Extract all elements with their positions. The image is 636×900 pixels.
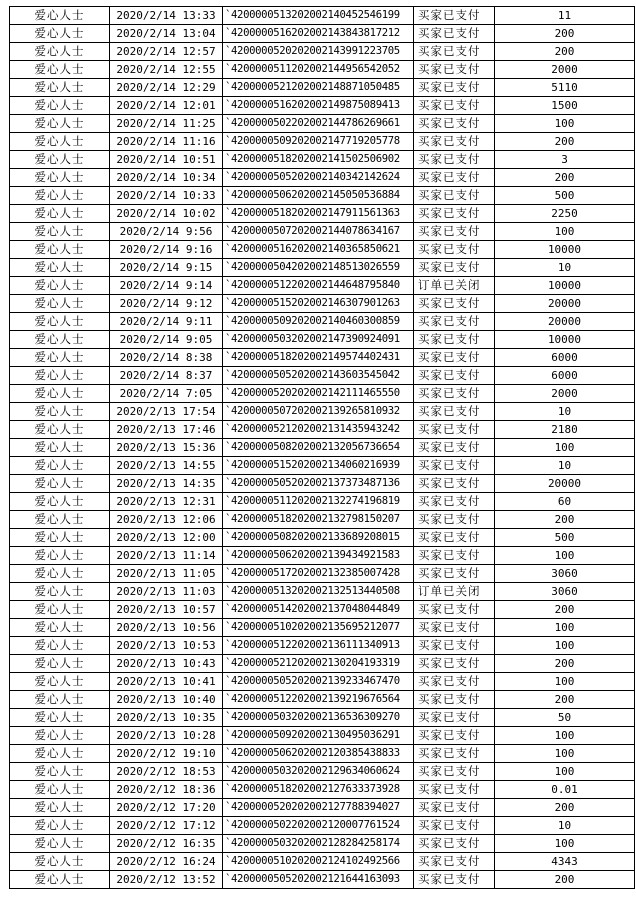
- payment-time-cell: 2020/2/14 11:16: [110, 133, 223, 151]
- order-number-cell: `4200000521202002130204193319: [223, 655, 414, 673]
- order-number-cell: `4200000520202002127788394027: [223, 799, 414, 817]
- order-number-cell: `4200000516202002149875089413: [223, 97, 414, 115]
- payment-time-cell: 2020/2/13 10:57: [110, 601, 223, 619]
- order-number-cell: `4200000507202002144078634167: [223, 223, 414, 241]
- order-number-cell: `4200000516202002143843817212: [223, 25, 414, 43]
- donor-name-cell: 爱心人士: [10, 61, 110, 79]
- payment-time-cell: 2020/2/14 8:38: [110, 349, 223, 367]
- payment-time-cell: 2020/2/13 10:41: [110, 673, 223, 691]
- amount-cell: 100: [495, 763, 635, 781]
- amount-cell: 100: [495, 115, 635, 133]
- table-row: [10, 43, 635, 61]
- payment-status-cell: 买家已支付: [414, 259, 495, 277]
- payment-time-cell: 2020/2/13 14:55: [110, 457, 223, 475]
- table-row: [10, 295, 635, 313]
- order-number-cell: `4200000516202002140365850621: [223, 241, 414, 259]
- order-number-cell: `4200000512202002144648795840: [223, 277, 414, 295]
- payment-time-cell: 2020/2/14 12:01: [110, 97, 223, 115]
- payment-time-cell: 2020/2/14 8:37: [110, 367, 223, 385]
- payment-time-cell: 2020/2/14 10:33: [110, 187, 223, 205]
- donor-name-cell: 爱心人士: [10, 691, 110, 709]
- payment-time-cell: 2020/2/14 12:29: [110, 79, 223, 97]
- payment-time-cell: 2020/2/14 9:11: [110, 313, 223, 331]
- donor-name-cell: 爱心人士: [10, 313, 110, 331]
- table-row: [10, 169, 635, 187]
- donor-name-cell: 爱心人士: [10, 223, 110, 241]
- table-row: [10, 385, 635, 403]
- donor-name-cell: 爱心人士: [10, 169, 110, 187]
- order-number-cell: `4200000503202002128284258174: [223, 835, 414, 853]
- order-number-cell: `4200000514202002137048044849: [223, 601, 414, 619]
- payment-status-cell: 买家已支付: [414, 43, 495, 61]
- payment-time-cell: 2020/2/13 17:46: [110, 421, 223, 439]
- order-number-cell: `4200000503202002147390924091: [223, 331, 414, 349]
- table-row: [10, 331, 635, 349]
- table-row: [10, 259, 635, 277]
- payment-time-cell: 2020/2/13 17:54: [110, 403, 223, 421]
- amount-cell: 3060: [495, 565, 635, 583]
- payment-time-cell: 2020/2/13 10:40: [110, 691, 223, 709]
- order-number-cell: `4200000515202002146307901263: [223, 295, 414, 313]
- payment-status-cell: 买家已支付: [414, 709, 495, 727]
- payment-time-cell: 2020/2/14 9:56: [110, 223, 223, 241]
- amount-cell: 100: [495, 223, 635, 241]
- payment-time-cell: 2020/2/12 16:24: [110, 853, 223, 871]
- order-number-cell: `4200000510202002124102492566: [223, 853, 414, 871]
- order-number-cell: `4200000512202002139219676564: [223, 691, 414, 709]
- donor-name-cell: 爱心人士: [10, 439, 110, 457]
- table-row: [10, 583, 635, 601]
- order-number-cell: `4200000509202002130495036291: [223, 727, 414, 745]
- table-row: [10, 745, 635, 763]
- table-row: [10, 619, 635, 637]
- payment-status-cell: 买家已支付: [414, 385, 495, 403]
- amount-cell: 200: [495, 799, 635, 817]
- payment-time-cell: 2020/2/14 12:55: [110, 61, 223, 79]
- payment-status-cell: 买家已支付: [414, 439, 495, 457]
- amount-cell: 2180: [495, 421, 635, 439]
- donor-name-cell: 爱心人士: [10, 781, 110, 799]
- donor-name-cell: 爱心人士: [10, 727, 110, 745]
- order-number-cell: `4200000503202002129634060624: [223, 763, 414, 781]
- amount-cell: 200: [495, 169, 635, 187]
- payment-status-cell: 买家已支付: [414, 61, 495, 79]
- table-row: [10, 313, 635, 331]
- donor-name-cell: 爱心人士: [10, 367, 110, 385]
- order-number-cell: `4200000515202002134060216939: [223, 457, 414, 475]
- payment-status-cell: 买家已支付: [414, 799, 495, 817]
- table-row: [10, 601, 635, 619]
- payment-status-cell: 买家已支付: [414, 547, 495, 565]
- order-number-cell: `4200000517202002132385007428: [223, 565, 414, 583]
- donor-name-cell: 爱心人士: [10, 547, 110, 565]
- payment-time-cell: 2020/2/14 9:05: [110, 331, 223, 349]
- amount-cell: 4343: [495, 853, 635, 871]
- amount-cell: 0.01: [495, 781, 635, 799]
- amount-cell: 200: [495, 655, 635, 673]
- payment-status-cell: 买家已支付: [414, 745, 495, 763]
- table-row: [10, 475, 635, 493]
- order-number-cell: `4200000503202002136536309270: [223, 709, 414, 727]
- payment-status-cell: 买家已支付: [414, 313, 495, 331]
- amount-cell: 10000: [495, 331, 635, 349]
- table-row: [10, 61, 635, 79]
- table-row: [10, 691, 635, 709]
- order-number-cell: `4200000518202002147911561363: [223, 205, 414, 223]
- payment-time-cell: 2020/2/14 10:51: [110, 151, 223, 169]
- amount-cell: 200: [495, 43, 635, 61]
- payment-status-cell: 买家已支付: [414, 763, 495, 781]
- payment-status-cell: 买家已支付: [414, 205, 495, 223]
- amount-cell: 200: [495, 871, 635, 889]
- table-row: [10, 115, 635, 133]
- order-number-cell: `4200000506202002139434921583: [223, 547, 414, 565]
- donor-name-cell: 爱心人士: [10, 7, 110, 25]
- amount-cell: 100: [495, 673, 635, 691]
- order-number-cell: `4200000507202002139265810932: [223, 403, 414, 421]
- table-row: [10, 817, 635, 835]
- table-row: [10, 367, 635, 385]
- payment-status-cell: 买家已支付: [414, 619, 495, 637]
- amount-cell: 100: [495, 835, 635, 853]
- donor-name-cell: 爱心人士: [10, 403, 110, 421]
- payment-status-cell: 买家已支付: [414, 421, 495, 439]
- amount-cell: 10: [495, 817, 635, 835]
- payment-status-cell: 买家已支付: [414, 7, 495, 25]
- payment-time-cell: 2020/2/14 12:57: [110, 43, 223, 61]
- payment-time-cell: 2020/2/12 17:12: [110, 817, 223, 835]
- payment-time-cell: 2020/2/13 11:03: [110, 583, 223, 601]
- payment-time-cell: 2020/2/12 19:10: [110, 745, 223, 763]
- payment-time-cell: 2020/2/12 18:53: [110, 763, 223, 781]
- payment-time-cell: 2020/2/13 15:36: [110, 439, 223, 457]
- payment-status-cell: 买家已支付: [414, 79, 495, 97]
- donation-table-body: [10, 7, 635, 889]
- donor-name-cell: 爱心人士: [10, 133, 110, 151]
- payment-status-cell: 买家已支付: [414, 403, 495, 421]
- amount-cell: 1500: [495, 97, 635, 115]
- payment-time-cell: 2020/2/13 10:56: [110, 619, 223, 637]
- table-row: [10, 655, 635, 673]
- table-row: [10, 133, 635, 151]
- donor-name-cell: 爱心人士: [10, 25, 110, 43]
- payment-status-cell: 买家已支付: [414, 331, 495, 349]
- order-number-cell: `4200000508202002132056736654: [223, 439, 414, 457]
- payment-time-cell: 2020/2/14 10:34: [110, 169, 223, 187]
- donor-name-cell: 爱心人士: [10, 79, 110, 97]
- payment-status-cell: 买家已支付: [414, 637, 495, 655]
- table-row: [10, 547, 635, 565]
- payment-status-cell: 订单已关闭: [414, 583, 495, 601]
- order-number-cell: `4200000506202002145050536884: [223, 187, 414, 205]
- table-row: [10, 565, 635, 583]
- donor-name-cell: 爱心人士: [10, 421, 110, 439]
- table-row: [10, 511, 635, 529]
- order-number-cell: `4200000520202002142111465550: [223, 385, 414, 403]
- payment-time-cell: 2020/2/12 18:36: [110, 781, 223, 799]
- payment-time-cell: 2020/2/13 10:35: [110, 709, 223, 727]
- donor-name-cell: 爱心人士: [10, 259, 110, 277]
- table-row: [10, 763, 635, 781]
- amount-cell: 6000: [495, 367, 635, 385]
- donor-name-cell: 爱心人士: [10, 745, 110, 763]
- payment-status-cell: 买家已支付: [414, 349, 495, 367]
- payment-time-cell: 2020/2/12 17:20: [110, 799, 223, 817]
- payment-status-cell: 买家已支付: [414, 781, 495, 799]
- amount-cell: 500: [495, 529, 635, 547]
- order-number-cell: `4200000518202002127633373928: [223, 781, 414, 799]
- amount-cell: 500: [495, 187, 635, 205]
- donor-name-cell: 爱心人士: [10, 565, 110, 583]
- payment-status-cell: 买家已支付: [414, 493, 495, 511]
- payment-status-cell: 买家已支付: [414, 565, 495, 583]
- payment-status-cell: 买家已支付: [414, 169, 495, 187]
- table-row: [10, 79, 635, 97]
- amount-cell: 200: [495, 133, 635, 151]
- payment-time-cell: 2020/2/13 12:06: [110, 511, 223, 529]
- payment-status-cell: 买家已支付: [414, 817, 495, 835]
- amount-cell: 100: [495, 727, 635, 745]
- order-number-cell: `4200000510202002135695212077: [223, 619, 414, 637]
- donor-name-cell: 爱心人士: [10, 709, 110, 727]
- donor-name-cell: 爱心人士: [10, 871, 110, 889]
- order-number-cell: `4200000505202002121644163093: [223, 871, 414, 889]
- table-row: [10, 853, 635, 871]
- donor-name-cell: 爱心人士: [10, 853, 110, 871]
- order-number-cell: `4200000505202002137373487136: [223, 475, 414, 493]
- table-row: [10, 25, 635, 43]
- donor-name-cell: 爱心人士: [10, 349, 110, 367]
- payment-time-cell: 2020/2/12 16:35: [110, 835, 223, 853]
- table-row: [10, 727, 635, 745]
- amount-cell: 11: [495, 7, 635, 25]
- donor-name-cell: 爱心人士: [10, 43, 110, 61]
- donor-name-cell: 爱心人士: [10, 205, 110, 223]
- payment-time-cell: 2020/2/13 10:28: [110, 727, 223, 745]
- table-row: [10, 421, 635, 439]
- donor-name-cell: 爱心人士: [10, 529, 110, 547]
- payment-status-cell: 买家已支付: [414, 25, 495, 43]
- donor-name-cell: 爱心人士: [10, 619, 110, 637]
- amount-cell: 10000: [495, 277, 635, 295]
- payment-time-cell: 2020/2/14 9:15: [110, 259, 223, 277]
- table-row: [10, 709, 635, 727]
- donor-name-cell: 爱心人士: [10, 763, 110, 781]
- payment-status-cell: 买家已支付: [414, 727, 495, 745]
- donor-name-cell: 爱心人士: [10, 241, 110, 259]
- donor-name-cell: 爱心人士: [10, 673, 110, 691]
- table-row: [10, 403, 635, 421]
- amount-cell: 100: [495, 637, 635, 655]
- order-number-cell: `4200000502202002144786269661: [223, 115, 414, 133]
- payment-time-cell: 2020/2/14 11:25: [110, 115, 223, 133]
- payment-status-cell: 买家已支付: [414, 295, 495, 313]
- donor-name-cell: 爱心人士: [10, 331, 110, 349]
- amount-cell: 3060: [495, 583, 635, 601]
- order-number-cell: `4200000513202002140452546199: [223, 7, 414, 25]
- donation-records-sheet: [9, 6, 635, 889]
- donor-name-cell: 爱心人士: [10, 493, 110, 511]
- amount-cell: 10000: [495, 241, 635, 259]
- payment-time-cell: 2020/2/13 11:14: [110, 547, 223, 565]
- order-number-cell: `4200000521202002131435943242: [223, 421, 414, 439]
- payment-time-cell: 2020/2/13 14:35: [110, 475, 223, 493]
- order-number-cell: `4200000518202002149574402431: [223, 349, 414, 367]
- order-number-cell: `4200000502202002120007761524: [223, 817, 414, 835]
- payment-status-cell: 买家已支付: [414, 475, 495, 493]
- order-number-cell: `4200000521202002148871050485: [223, 79, 414, 97]
- table-row: [10, 457, 635, 475]
- payment-status-cell: 买家已支付: [414, 151, 495, 169]
- donor-name-cell: 爱心人士: [10, 799, 110, 817]
- donor-name-cell: 爱心人士: [10, 151, 110, 169]
- donor-name-cell: 爱心人士: [10, 835, 110, 853]
- order-number-cell: `4200000520202002143991223705: [223, 43, 414, 61]
- table-row: [10, 97, 635, 115]
- amount-cell: 100: [495, 619, 635, 637]
- amount-cell: 2000: [495, 385, 635, 403]
- payment-status-cell: 买家已支付: [414, 511, 495, 529]
- payment-status-cell: 买家已支付: [414, 529, 495, 547]
- table-row: [10, 241, 635, 259]
- order-number-cell: `4200000512202002136111340913: [223, 637, 414, 655]
- amount-cell: 200: [495, 691, 635, 709]
- payment-status-cell: 买家已支付: [414, 115, 495, 133]
- payment-status-cell: 买家已支付: [414, 871, 495, 889]
- donor-name-cell: 爱心人士: [10, 385, 110, 403]
- payment-status-cell: 买家已支付: [414, 97, 495, 115]
- payment-time-cell: 2020/2/13 12:31: [110, 493, 223, 511]
- amount-cell: 2250: [495, 205, 635, 223]
- order-number-cell: `4200000505202002139233467470: [223, 673, 414, 691]
- order-number-cell: `4200000508202002133689208015: [223, 529, 414, 547]
- table-row: [10, 277, 635, 295]
- amount-cell: 20000: [495, 475, 635, 493]
- table-row: [10, 151, 635, 169]
- amount-cell: 100: [495, 439, 635, 457]
- payment-status-cell: 买家已支付: [414, 853, 495, 871]
- table-row: [10, 799, 635, 817]
- payment-time-cell: 2020/2/13 12:00: [110, 529, 223, 547]
- amount-cell: 3: [495, 151, 635, 169]
- amount-cell: 50: [495, 709, 635, 727]
- payment-status-cell: 买家已支付: [414, 187, 495, 205]
- amount-cell: 100: [495, 547, 635, 565]
- amount-cell: 5110: [495, 79, 635, 97]
- order-number-cell: `4200000505202002140342142624: [223, 169, 414, 187]
- donor-name-cell: 爱心人士: [10, 277, 110, 295]
- payment-time-cell: 2020/2/14 7:05: [110, 385, 223, 403]
- payment-time-cell: 2020/2/13 10:53: [110, 637, 223, 655]
- donor-name-cell: 爱心人士: [10, 115, 110, 133]
- amount-cell: 10: [495, 403, 635, 421]
- donor-name-cell: 爱心人士: [10, 187, 110, 205]
- donor-name-cell: 爱心人士: [10, 655, 110, 673]
- amount-cell: 10: [495, 457, 635, 475]
- donor-name-cell: 爱心人士: [10, 475, 110, 493]
- table-row: [10, 439, 635, 457]
- donor-name-cell: 爱心人士: [10, 583, 110, 601]
- payment-status-cell: 买家已支付: [414, 241, 495, 259]
- order-number-cell: `4200000509202002147719205778: [223, 133, 414, 151]
- table-row: [10, 871, 635, 889]
- donation-table: [9, 6, 635, 889]
- amount-cell: 20000: [495, 313, 635, 331]
- payment-time-cell: 2020/2/13 11:05: [110, 565, 223, 583]
- payment-status-cell: 买家已支付: [414, 691, 495, 709]
- payment-status-cell: 买家已支付: [414, 133, 495, 151]
- amount-cell: 100: [495, 745, 635, 763]
- table-row: [10, 637, 635, 655]
- order-number-cell: `4200000518202002141502506902: [223, 151, 414, 169]
- amount-cell: 60: [495, 493, 635, 511]
- table-row: [10, 205, 635, 223]
- payment-time-cell: 2020/2/14 9:16: [110, 241, 223, 259]
- donor-name-cell: 爱心人士: [10, 817, 110, 835]
- amount-cell: 20000: [495, 295, 635, 313]
- donor-name-cell: 爱心人士: [10, 601, 110, 619]
- payment-time-cell: 2020/2/14 9:12: [110, 295, 223, 313]
- table-row: [10, 223, 635, 241]
- payment-status-cell: 买家已支付: [414, 835, 495, 853]
- order-number-cell: `4200000518202002132798150207: [223, 511, 414, 529]
- order-number-cell: `4200000511202002132274196819: [223, 493, 414, 511]
- payment-time-cell: 2020/2/14 13:04: [110, 25, 223, 43]
- donor-name-cell: 爱心人士: [10, 511, 110, 529]
- table-row: [10, 7, 635, 25]
- payment-time-cell: 2020/2/13 10:43: [110, 655, 223, 673]
- order-number-cell: `4200000504202002148513026559: [223, 259, 414, 277]
- donor-name-cell: 爱心人士: [10, 97, 110, 115]
- amount-cell: 200: [495, 25, 635, 43]
- table-row: [10, 529, 635, 547]
- table-row: [10, 349, 635, 367]
- amount-cell: 6000: [495, 349, 635, 367]
- payment-status-cell: 买家已支付: [414, 367, 495, 385]
- amount-cell: 2000: [495, 61, 635, 79]
- payment-status-cell: 买家已支付: [414, 601, 495, 619]
- payment-status-cell: 订单已关闭: [414, 277, 495, 295]
- amount-cell: 200: [495, 601, 635, 619]
- order-number-cell: `4200000505202002143603545042: [223, 367, 414, 385]
- donor-name-cell: 爱心人士: [10, 295, 110, 313]
- amount-cell: 10: [495, 259, 635, 277]
- payment-time-cell: 2020/2/12 13:52: [110, 871, 223, 889]
- table-row: [10, 835, 635, 853]
- table-row: [10, 781, 635, 799]
- payment-status-cell: 买家已支付: [414, 223, 495, 241]
- order-number-cell: `4200000511202002144956542052: [223, 61, 414, 79]
- order-number-cell: `4200000513202002132513440508: [223, 583, 414, 601]
- table-row: [10, 673, 635, 691]
- payment-time-cell: 2020/2/14 9:14: [110, 277, 223, 295]
- order-number-cell: `4200000506202002120385438833: [223, 745, 414, 763]
- payment-time-cell: 2020/2/14 13:33: [110, 7, 223, 25]
- table-row: [10, 493, 635, 511]
- payment-status-cell: 买家已支付: [414, 457, 495, 475]
- order-number-cell: `4200000509202002140460300859: [223, 313, 414, 331]
- table-row: [10, 187, 635, 205]
- payment-time-cell: 2020/2/14 10:02: [110, 205, 223, 223]
- payment-status-cell: 买家已支付: [414, 655, 495, 673]
- payment-status-cell: 买家已支付: [414, 673, 495, 691]
- donor-name-cell: 爱心人士: [10, 637, 110, 655]
- amount-cell: 200: [495, 511, 635, 529]
- donor-name-cell: 爱心人士: [10, 457, 110, 475]
